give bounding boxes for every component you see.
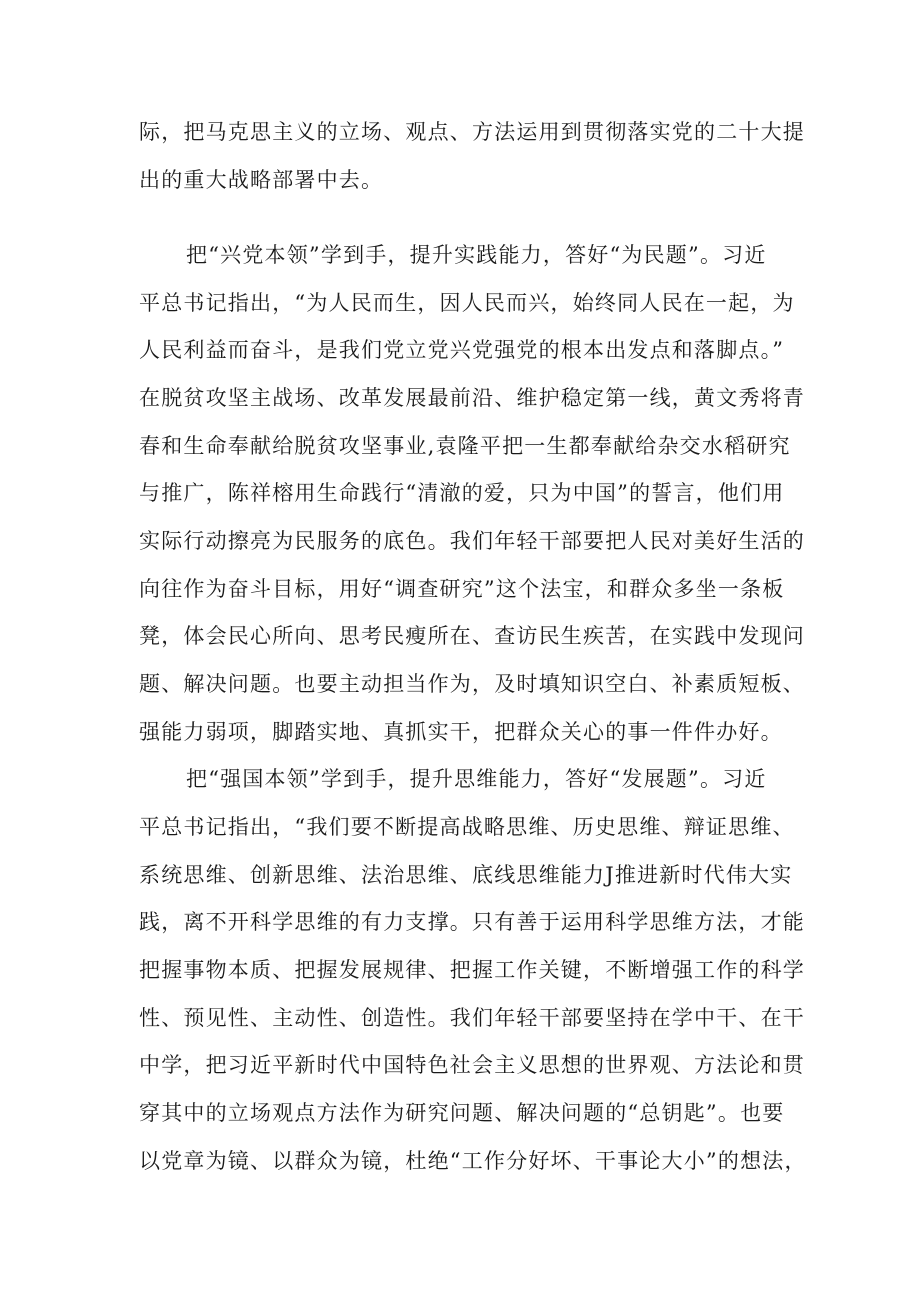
text-line: 在脱贫攻坚主战场、改革发展最前沿、维护稳定第一线，黄文秀将青 (139, 386, 805, 410)
text-line: 中学，把习近平新时代中国特色社会主义思想的世界观、方法论和贯 (139, 1053, 805, 1077)
text-line: 强能力弱项，脚踏实地、真抓实干，把群众关心的事一件件办好。 (139, 720, 783, 744)
text-line: 凳，体会民心所向、思考民瘦所在、查访民生疾苦，在实践中发现问 (139, 624, 805, 648)
paragraph-first-line: 把“兴党本领”学到手，提升实践能力，答好“为民题”。习近 (186, 243, 767, 267)
text-line: 向往作为奋斗目标，用好“调查研究”这个法宝，和群众多坐一条板 (139, 577, 785, 601)
text-line: 系统思维、创新思维、法治思维、底线思维能力J推进新时代伟大实 (139, 863, 793, 887)
text-line: 春和生命奉献给脱贫攻坚事业,袁隆平把一生都奉献给杂交水稻研究 (139, 434, 791, 458)
text-line: 际，把马克思主义的立场、观点、方法运用到贯彻落实党的二十大提 (139, 120, 805, 144)
text-line: 平总书记指出，“为人民而生，因人民而兴，始终同人民在一起，为 (139, 291, 795, 315)
text-line: 题、解决问题。也要主动担当作为，及时填知识空白、补素质短板、 (139, 672, 805, 696)
text-line: 践，离不开科学思维的有力支撑。只有善于运用科学思维方法，才能 (139, 910, 805, 934)
text-line: 平总书记指出，“我们要不断提高战略思维、历史思维、辩证思维、 (139, 815, 795, 839)
paragraph-first-line: 把“强国本领”学到手，提升思维能力，答好“发展题”。习近 (186, 767, 767, 791)
text-line: 把握事物本质、把握发展规律、把握工作关键，不断增强工作的科学 (139, 958, 805, 982)
text-line: 性、预见性、主动性、创造性。我们年轻干部要坚持在学中干、在干 (139, 1006, 805, 1030)
text-line: 穿其中的立场观点方法作为研究问题、解决问题的“总钥匙”。也要 (139, 1101, 785, 1125)
text-line: 以党章为镜、以群众为镜，杜绝“工作分好坏、干事论大小”的想法， (139, 1149, 807, 1173)
text-line: 人民利益而奋斗，是我们党立党兴党强党的根本出发点和落脚点。” (139, 338, 785, 362)
text-line: 与推广，陈祥榕用生命践行“清澈的爱，只为中国”的誓言，他们用 (139, 481, 785, 505)
text-line: 出的重大战略部署中去。 (139, 168, 384, 192)
text-line: 实际行动擦亮为民服务的底色。我们年轻干部要把人民对美好生活的 (139, 529, 805, 553)
